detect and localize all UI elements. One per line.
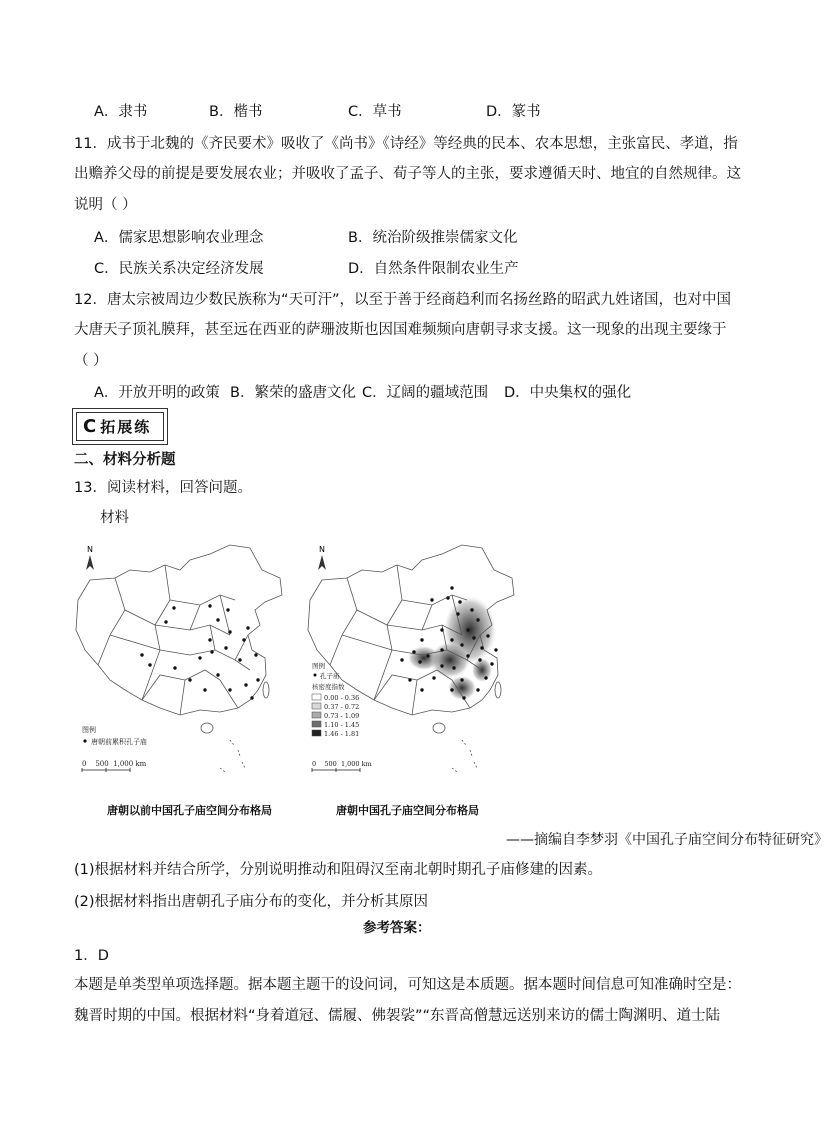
density-legend-swatch bbox=[312, 694, 321, 700]
q12-option-b: B．繁荣的盛唐文化 bbox=[230, 385, 356, 401]
answer-1-explanation-line-2: 魏晋时期的中国。根据材料“身着道冠、儒履、佛袈裟”“东晋高僧慧远送别来访的儒士陶渊明、道士陆 bbox=[74, 1008, 721, 1024]
q11-option-b: B．统治阶级推崇儒家文化 bbox=[348, 230, 518, 246]
left-temple-dots bbox=[140, 604, 259, 699]
answer-1: 1．D bbox=[74, 948, 109, 964]
density-legend-swatch bbox=[312, 730, 321, 736]
q12-stem-line-2: 大唐天子顶礼膜拜，甚至远在西亚的萨珊波斯也因国难频频向唐朝寻求支援。这一现象的出现主要缘于 bbox=[74, 322, 727, 338]
q10-option-a: A．隶书 bbox=[94, 104, 148, 120]
left-temple-dot bbox=[172, 606, 175, 609]
material-source: ——摘编自李梦羽《中国孔子庙空间分布特征研究》 bbox=[506, 832, 828, 848]
left-legend-title: 图例 bbox=[82, 726, 96, 734]
right-temple-dot bbox=[418, 660, 421, 663]
density-legend-label: 1.10 - 1.45 bbox=[324, 721, 360, 729]
left-temple-dot bbox=[188, 678, 191, 681]
right-temple-dot bbox=[420, 688, 423, 691]
right-temple-dot bbox=[426, 654, 429, 657]
left-north-arrow-icon bbox=[86, 555, 94, 570]
right-temple-dot bbox=[460, 643, 463, 646]
left-legend-dot-icon bbox=[83, 739, 86, 742]
left-temple-dot bbox=[203, 688, 206, 691]
material-label: 材料 bbox=[100, 510, 129, 526]
right-temple-dot bbox=[490, 662, 493, 665]
q11-stem-line-1: 11．成书于北魏的《齐民要术》吸收了《尚书》《诗经》等经典的民本、农本思想，主张富民、孝道，指 bbox=[74, 136, 738, 152]
right-temple-dot bbox=[456, 612, 459, 615]
right-temple-dot bbox=[452, 666, 455, 669]
q12-option-d: D．中央集权的强化 bbox=[504, 385, 632, 401]
right-temple-dot bbox=[430, 598, 433, 601]
density-legend-swatch bbox=[312, 712, 321, 718]
density-legend-swatch bbox=[312, 703, 321, 709]
map-before-tang bbox=[70, 540, 295, 780]
left-map-caption: 唐朝以前中国孔子庙空间分布格局 bbox=[107, 804, 272, 817]
left-temple-dot bbox=[226, 608, 229, 611]
q11-option-a: A．儒家思想影响农业理念 bbox=[94, 230, 264, 246]
right-temple-dot bbox=[458, 600, 461, 603]
density-legend-label: 0.37 - 0.72 bbox=[324, 703, 360, 711]
q11-option-d: D．自然条件限制农业生产 bbox=[348, 261, 519, 277]
right-temple-dot bbox=[466, 654, 469, 657]
q13-sub-2: (2)根据材料指出唐朝孔子庙分布的变化，并分析其原因 bbox=[74, 894, 429, 910]
left-temple-dot bbox=[238, 658, 241, 661]
right-scale-bar bbox=[312, 768, 360, 772]
left-temple-dot bbox=[228, 630, 231, 633]
left-temple-dot bbox=[250, 696, 253, 699]
right-temple-dot bbox=[480, 646, 483, 649]
right-temple-dot bbox=[450, 586, 453, 589]
answers-title: 参考答案： bbox=[363, 920, 431, 936]
right-temple-dot bbox=[408, 678, 411, 681]
right-map-caption: 唐朝中国孔子庙空间分布格局 bbox=[336, 804, 479, 817]
right-legend-title: 图例 bbox=[312, 662, 325, 670]
right-legend-density-title: 核密度指数 bbox=[312, 683, 345, 691]
density-legend-label: 1.46 - 1.81 bbox=[324, 730, 360, 738]
right-legend-dot: 孔子庙 bbox=[320, 672, 340, 680]
q13-sub-1: (1)根据材料并结合所学，分别说明推动和阻碍汉至南北朝时期孔子庙修建的因素。 bbox=[74, 862, 603, 878]
right-temple-dot bbox=[450, 638, 453, 641]
badge-text: 拓展练 bbox=[100, 418, 152, 436]
right-temple-dot bbox=[440, 648, 443, 651]
badge-letter: C bbox=[83, 416, 101, 437]
q10-option-c: C．草书 bbox=[348, 104, 402, 120]
left-temple-dot bbox=[228, 688, 231, 691]
right-legend-dot-icon bbox=[314, 674, 317, 677]
left-temple-dot bbox=[208, 638, 211, 641]
right-temple-dot bbox=[466, 628, 469, 631]
right-temple-dot bbox=[440, 628, 443, 631]
map-tang bbox=[302, 540, 527, 780]
q12-option-c: C．辽阔的疆域范围 bbox=[362, 385, 489, 401]
right-temple-dot bbox=[478, 658, 481, 661]
left-north-label: N bbox=[87, 545, 93, 554]
right-temple-dot bbox=[450, 688, 453, 691]
left-temple-dot bbox=[256, 678, 259, 681]
left-temple-dot bbox=[244, 683, 247, 686]
left-scale-bar bbox=[82, 768, 130, 772]
density-legend-label: 0.00 - 0.36 bbox=[324, 694, 360, 702]
right-temple-dot bbox=[476, 618, 479, 621]
right-temple-dot bbox=[446, 596, 449, 599]
density-legend-label: 0.73 - 1.09 bbox=[324, 712, 360, 720]
right-temple-dot bbox=[472, 636, 475, 639]
right-temple-dot bbox=[484, 676, 487, 679]
right-temple-dot bbox=[470, 608, 473, 611]
q12-stem-line-3: （ ） bbox=[74, 353, 108, 369]
left-temple-dot bbox=[173, 666, 176, 669]
right-temple-dot bbox=[432, 676, 435, 679]
left-scale-label: 0 500 1,000 km bbox=[82, 760, 147, 768]
section-title: 二、材料分析题 bbox=[74, 452, 176, 468]
left-temple-dot bbox=[148, 663, 151, 666]
right-temple-dot bbox=[462, 696, 465, 699]
q13-stem: 13．阅读材料，回答问题。 bbox=[74, 480, 252, 496]
left-legend-item: 唐朝前累积孔子庙 bbox=[91, 738, 147, 746]
left-temple-dot bbox=[164, 620, 167, 623]
left-temple-dot bbox=[254, 653, 257, 656]
left-temple-dot bbox=[210, 650, 213, 653]
q11-option-c: C．民族关系决定经济发展 bbox=[94, 261, 264, 277]
left-temple-dot bbox=[242, 638, 245, 641]
left-temple-dot bbox=[140, 653, 143, 656]
left-temple-dot bbox=[208, 604, 211, 607]
left-temple-dot bbox=[246, 626, 249, 629]
density-legend bbox=[312, 694, 359, 738]
q10-option-d: D．篆书 bbox=[486, 104, 541, 120]
q12-option-a: A．开放开明的政策 bbox=[94, 385, 220, 401]
q11-stem-line-3: 说明（ ） bbox=[74, 197, 137, 213]
extension-practice-badge bbox=[72, 408, 168, 445]
right-scale-label: 0 500 1,000 km bbox=[312, 760, 372, 768]
density-legend-swatch bbox=[312, 721, 321, 727]
q11-stem-line-2: 出赡养父母的前提是要发展农业；并吸收了孟子、荀子等人的主张，要求遵循天时、地宜的自然规律。这 bbox=[74, 166, 741, 182]
right-temple-dot bbox=[440, 664, 443, 667]
left-temple-dot bbox=[224, 646, 227, 649]
left-temple-dot bbox=[216, 618, 219, 621]
right-temple-dot bbox=[460, 678, 463, 681]
right-temple-dot bbox=[494, 648, 497, 651]
right-temple-dot bbox=[486, 634, 489, 637]
right-temple-dot bbox=[476, 688, 479, 691]
right-north-label: N bbox=[319, 545, 325, 554]
left-temple-dot bbox=[198, 656, 201, 659]
right-temple-dot bbox=[420, 638, 423, 641]
right-temple-dot bbox=[412, 650, 415, 653]
answer-1-explanation-line-1: 本题是单类型单项选择题。据本题主题干的设问词，可知这是本质题。据本题时间信息可知准确时空是： bbox=[74, 977, 741, 993]
right-north-arrow-icon bbox=[318, 555, 326, 570]
q10-option-b: B．楷书 bbox=[209, 104, 263, 120]
q12-stem-line-1: 12．唐太宗被周边少数民族称为“天可汗”，以至于善于经商趋利而名扬丝路的昭武九姓诸国，也对中国 bbox=[74, 292, 731, 308]
left-temple-dot bbox=[216, 673, 219, 676]
right-temple-dot bbox=[400, 658, 403, 661]
